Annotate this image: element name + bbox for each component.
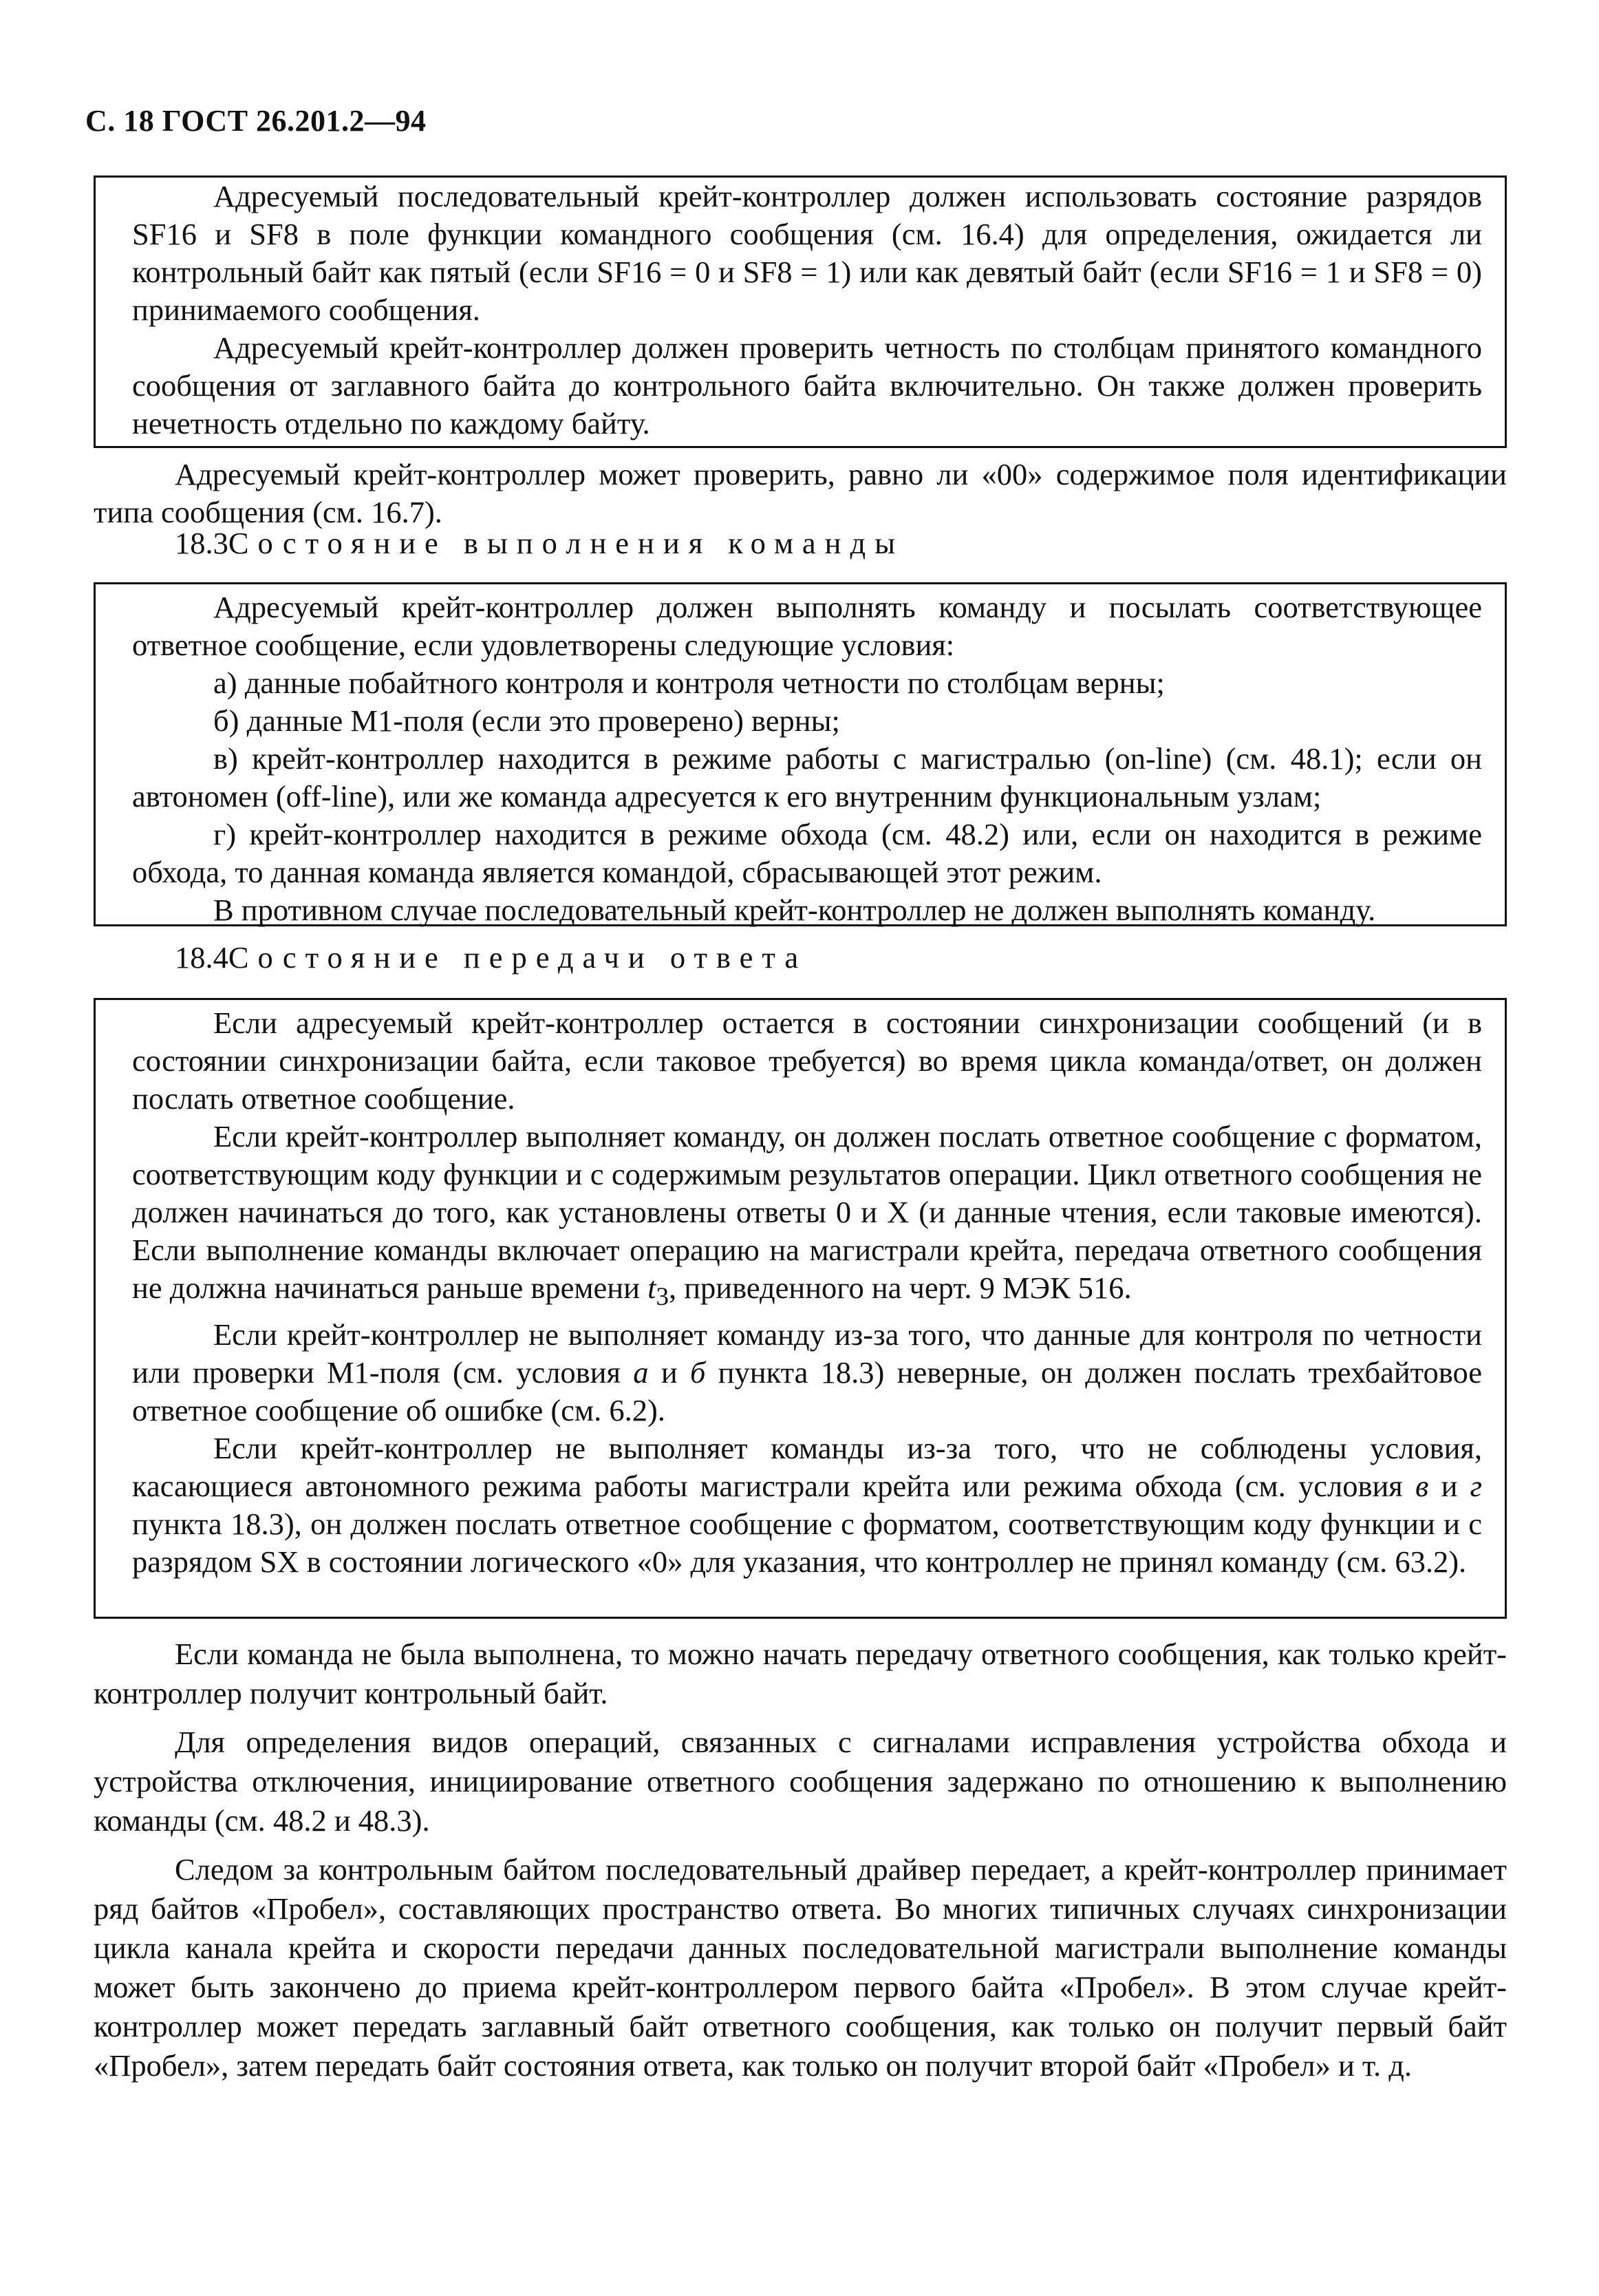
section-title: Состояние передачи ответа: [228, 940, 808, 975]
time-subscript: 3: [656, 1282, 669, 1311]
page-header: С. 18 ГОСТ 26.201.2—94: [85, 104, 427, 138]
condition-ref: а: [633, 1354, 649, 1390]
text-run: пункта 18.3) неверные, он должен послать трехбайтовое ответное сообщение об ошибке (см. 6.2).: [132, 1354, 1483, 1427]
text-run: Если крейт-контроллер не выполняет команду из-за того, что данные для контроля по четности или проверки М1-поля (см. условия: [132, 1317, 1482, 1390]
text-run: Если крейт-контроллер не выполняет команды из-за того, что не соблюдены условия, касающиеся автономного режима работы магистрали крейта или режима обхода (см. условия: [132, 1430, 1482, 1503]
condition-d: г) крейт-контроллер находится в режиме обхода (см. 48.2) или, если он находится в режиме обхода, то данная команда является командой, сбрасывающей этот режим.: [132, 817, 1482, 889]
section-number: 18.4: [175, 940, 228, 975]
section-heading-18-3: [175, 524, 904, 562]
text-run: пункта 18.3), он должен послать ответное сообщение с форматом, соответствующим коду функции и с разрядом SX в состоянии логического «0» для указания, что контроллер не принял команду (см. 63.2).: [132, 1506, 1482, 1579]
text-run: и: [661, 1354, 678, 1390]
text-run: , приведенного на черт. 9 МЭК 516.: [668, 1271, 1132, 1305]
condition-b: б) данные М1-поля (если это проверено) верны;: [213, 703, 840, 738]
box3-paragraph-4: [132, 1429, 1482, 1581]
box2-closing: В противном случае последовательный крейт-контроллер не должен выполнять команду.: [213, 893, 1376, 927]
body-text-tail: [94, 1635, 1507, 2085]
box1-paragraph-2: Адресуемый крейт-контроллер должен проверить четность по столбцам принятого командного сообщения от заглавного байта до контрольного байта включительно. Он также должен проверить нечетность отдельно по каждому байту.: [132, 330, 1482, 440]
condition-ref: б: [689, 1354, 706, 1390]
tail-paragraph-2: Для определения видов операций, связанных с сигналами исправления устройства обхода и устройства отключения, инициирование ответного сообщения задержано по отношению к выполнению команды (см. 48.2 и 48.3).: [94, 1725, 1507, 1838]
section-number: 18.3: [175, 526, 228, 560]
box3-paragraph-1: Если адресуемый крейт-контроллер остается в состоянии синхронизации сообщений (и в состоянии синхронизации байта, если таковое требуется) во время цикла команда/ответ, он должен послать ответное сообщение.: [132, 1006, 1482, 1116]
condition-ref: г: [1470, 1468, 1483, 1503]
text-run: Если крейт-контроллер выполняет команду, он должен послать ответное сообщение с форматом, соответствующим коду функции и с содержимым результатов операции. Цикл ответного сообщения не должен начинаться до того, как установлены ответы 0 и Х (и данные чтения, если таковые имеются). Если выполнение команды включает операцию на магистрали крейта, передача ответного сообщения не должна начинаться раньше времени: [132, 1119, 1482, 1305]
box1-text: [132, 178, 1482, 443]
time-symbol: t: [647, 1271, 656, 1305]
box3-text: [132, 1004, 1482, 1581]
section-heading-18-4: [175, 939, 807, 977]
text-run: и: [1441, 1468, 1458, 1503]
box1-paragraph-1: Адресуемый последовательный крейт-контроллер должен использовать состояние разрядов SF16 и SF8 в поле функции командного сообщения (см. 16.4) для определения, ожидается ли контрольный байт как пятый (если SF16 = 0 и SF8 = 1) или как девятый байт (если SF16 = 1 и SF8 = 0) принимаемого сообщения.: [132, 179, 1482, 327]
box3-paragraph-2: [132, 1118, 1482, 1316]
body-text-1: [94, 456, 1507, 531]
paragraph-message-type-check: Адресуемый крейт-контроллер может проверить, равно ли «00» содержимое поля идентификации типа сообщения (см. 16.7).: [94, 457, 1507, 529]
box2-text: [132, 588, 1482, 929]
box2-intro: Адресуемый крейт-контроллер должен выполнять команду и посылать соответствующее ответное сообщение, если удовлетворены следующие условия:: [132, 590, 1482, 662]
tail-paragraph-3: Следом за контрольным байтом последовательный драйвер передает, а крейт-контроллер принимает ряд байтов «Пробел», составляющих пространство ответа. Во многих типичных случаях синхронизации цикла канала крейта и скорости передачи данных последовательной магистрали выполнение команды может быть закончено до приема крейт-контроллером первого байта «Пробел». В этом случае крейт-контроллер может передать заглавный байт ответного сообщения, как только он получит первый байт «Пробел», затем передать байт состояния ответа, как только он получит второй байт «Пробел» и т. д.: [94, 1852, 1507, 2083]
tail-paragraph-1: Если команда не была выполнена, то можно начать передачу ответного сообщения, как только крейт-контроллер получит контрольный байт.: [94, 1637, 1507, 1710]
condition-a: а) данные побайтного контроля и контроля четности по столбцам верны;: [213, 666, 1165, 700]
condition-c: в) крейт-контроллер находится в режиме работы с магистралью (on-line) (см. 48.1); если он автономен (off-line), или же команда адресуется к его внутренним функциональным узлам;: [132, 741, 1482, 814]
section-title: Состояние выполнения команды: [228, 526, 905, 560]
condition-ref: в: [1415, 1468, 1429, 1503]
box3-paragraph-3: [132, 1316, 1482, 1429]
